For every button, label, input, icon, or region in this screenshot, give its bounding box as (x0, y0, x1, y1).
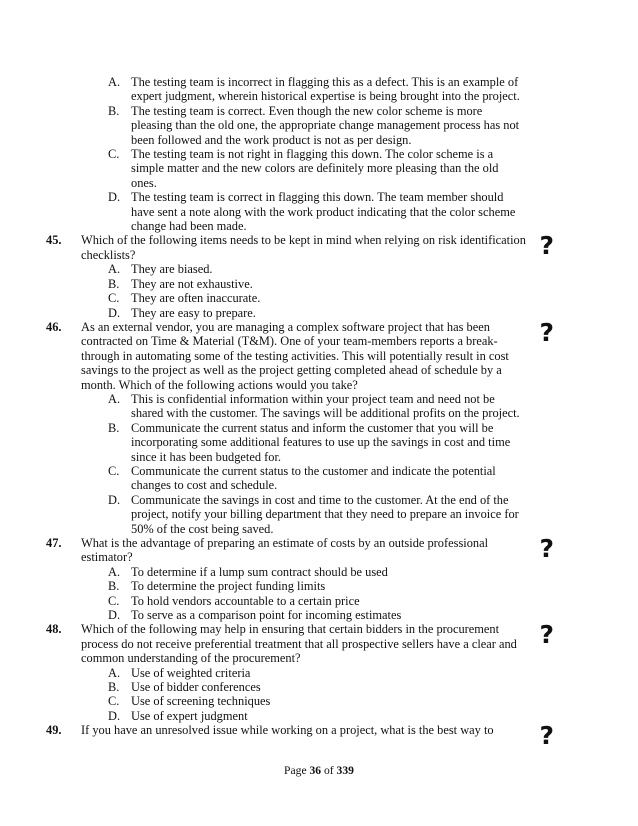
page-footer (0, 764, 638, 778)
option-text: Communicate the savings in cost and time to the customer. At the end of the project, notify your billing department that they need to prepare an invoice for 50% of the cost being saved. (131, 492, 519, 536)
option-text: Use of weighted criteria (131, 665, 251, 680)
question-list (46, 75, 554, 751)
question-46 (46, 317, 554, 392)
question-number: 45. (46, 233, 62, 248)
question-47 (46, 534, 554, 565)
option-a (74, 565, 526, 579)
option-d (74, 493, 526, 536)
option-text: Use of screening techniques (131, 694, 271, 709)
option-letter: D. (108, 708, 121, 723)
option-c (74, 594, 526, 608)
footer-middle: of (321, 764, 337, 777)
option-letter: B. (108, 276, 120, 291)
option-letter: C. (108, 463, 120, 478)
option-letter: C. (108, 694, 120, 709)
question-number: 48. (46, 622, 62, 637)
question-mark-icon: ? (539, 231, 554, 261)
option-b (74, 277, 526, 291)
question-number: 49. (46, 723, 62, 738)
option-letter: B. (108, 680, 120, 695)
option-text: The testing team is incorrect in flagging this as a defect. This is an example of expert judgment, wherein historical expertise is being brought into the project. (131, 75, 520, 104)
question-mark-icon: ? (539, 721, 554, 751)
current-page-number: 36 (309, 764, 322, 777)
option-text: To hold vendors accountable to a certain price (131, 593, 360, 608)
option-text: Use of expert judgment (131, 708, 248, 723)
question-number: 46. (46, 319, 62, 334)
option-d (74, 608, 526, 622)
option-c (74, 694, 526, 708)
option-text: They are biased. (131, 262, 213, 277)
question-number: 47. (46, 536, 62, 550)
option-letter: A. (108, 665, 121, 680)
option-text: They are easy to prepare. (131, 305, 256, 320)
question-text: Which of the following items needs to be kept in mind when relying on risk identification checklists? (81, 233, 526, 262)
option-letter: D. (108, 492, 121, 507)
total-page-count: 339 (336, 764, 354, 777)
question-mark-icon: ? (539, 534, 554, 563)
option-a (74, 392, 526, 421)
option-a (74, 262, 526, 276)
option-letter: C. (108, 593, 120, 608)
option-letter: A. (108, 391, 121, 406)
option-text: Communicate the current status and inform the customer that you will be incorporating some additional features to use up the savings in cost and time since it has been budgeted for. (131, 420, 511, 464)
option-letter: B. (108, 579, 120, 594)
question-mark-icon: ? (539, 620, 554, 650)
option-text: To determine if a lump sum contract should be used (131, 564, 388, 579)
option-text: They are often inaccurate. (131, 291, 261, 306)
option-letter: D. (108, 190, 121, 205)
question-text: What is the advantage of preparing an estimate of costs by an outside professional estimator? (81, 536, 489, 565)
question-mark-icon: ? (539, 317, 554, 347)
option-text: The testing team is correct in flagging this down. The team member should have sent a note along with the work product indicating that the color scheme change had been made. (131, 190, 516, 234)
option-d (74, 709, 526, 723)
option-text: The testing team is correct. Even though the new color scheme is more pleasing than the old one, the appropriate change management process has not been followed and the work product is not as per design. (131, 103, 520, 147)
option-a (74, 75, 526, 104)
option-letter: B. (108, 420, 120, 435)
continued-options (74, 75, 526, 233)
option-c (74, 464, 526, 493)
option-text: Use of bidder conferences (131, 680, 261, 695)
question-text: Which of the following may help in ensuring that certain bidders in the procurement process do not receive preferential treatment that all prospective sellers have a clear and common understanding of the procurement? (81, 622, 517, 666)
option-b (74, 680, 526, 694)
option-letter: B. (108, 103, 120, 118)
option-letter: A. (108, 262, 121, 277)
question-text: As an external vendor, you are managing a complex software project that has been contracted on Time & Material (T&M). One of your team-members reports a break-through in automating some of the testing activities. This will potentially result in cost savings to the project as well as the project getting completed ahead of schedule by a month. Which of the following actions would you take? (81, 319, 509, 392)
option-d (74, 306, 526, 320)
option-b (74, 421, 526, 464)
option-text: The testing team is not right in flagging this down. The color scheme is a simple matter and the new colors are definitely more pleasing than the old ones. (131, 147, 499, 190)
option-a (74, 666, 526, 680)
option-text: To serve as a comparison point for incoming estimates (131, 608, 402, 623)
option-text: This is confidential information within your project team and need not be shared with the customer. The savings will be additional profits on the project. (131, 391, 520, 421)
option-c (74, 147, 526, 190)
option-letter: A. (108, 75, 121, 89)
option-text: To determine the project funding limits (131, 579, 326, 594)
option-letter: D. (108, 608, 121, 623)
option-c (74, 291, 526, 305)
option-text: Communicate the current status to the customer and indicate the potential changes to cost and schedule. (131, 463, 496, 493)
question-49 (46, 721, 554, 751)
question-45 (46, 231, 554, 262)
option-b (74, 579, 526, 593)
option-letter: C. (108, 147, 120, 162)
option-letter: C. (108, 291, 120, 306)
question-48 (46, 620, 554, 666)
question-text: If you have an unresolved issue while working on a project, what is the best way to (81, 723, 494, 738)
option-b (74, 104, 526, 147)
option-letter: A. (108, 564, 121, 579)
option-d (74, 190, 526, 233)
footer-prefix: Page (284, 764, 310, 777)
option-letter: D. (108, 305, 121, 320)
option-text: They are not exhaustive. (131, 276, 253, 291)
